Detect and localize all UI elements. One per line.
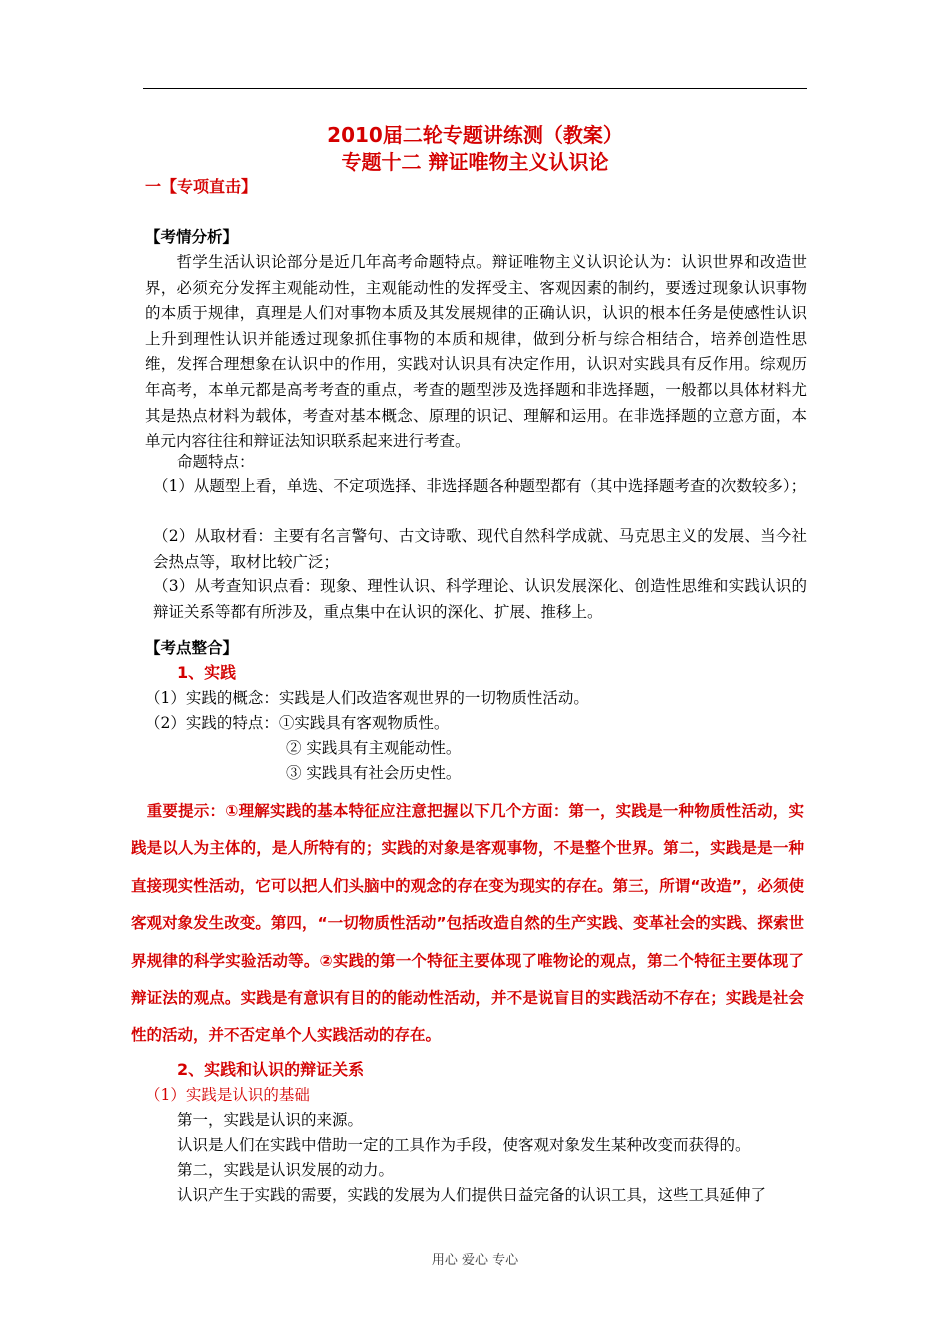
- integration-label: 【考点整合】: [145, 638, 239, 657]
- practice-trait-2: ② 实践具有主观能动性。: [286, 739, 462, 757]
- header-rule: [143, 88, 807, 89]
- item2-heading: 2、实践和认识的辩证关系: [177, 1060, 365, 1079]
- practice-trait-3: ③ 实践具有社会历史性。: [286, 764, 462, 782]
- first-point: 第一，实践是认识的来源。: [177, 1111, 364, 1129]
- second-point: 第二，实践是认识发展的动力。: [177, 1161, 395, 1179]
- feature-2: （2）从取材看：主要有名言警句、古文诗歌、现代自然科学成就、马克思主义的发展、当今社会热点等，取材比较广泛；: [153, 527, 807, 571]
- analysis-paragraph: 哲学生活认识论部分是近几年高考命题特点。辩证唯物主义认识论认为：认识世界和改造世界，必须充分发挥主观能动性，主观能动性的发挥受主、客观因素的制约，要透过现象认识事物的本质于规律，真理是人们对事物本质及其发展规律的正确认识，认识的根本任务是使感性认识上升到理性认识并能透过现象抓住事物的本质和规律，做到分析与综合相结合，培养创造性思维，发挥合理想象在认识中的作用，实践对认识具有决定作用，认识对实践具有反作用。综观历年高考，本单元都是高考考查的重点，考查的题型涉及选择题和非选择题，一般都以具体材料尤其是热点材料为载体，考查对基本概念、原理的识记、理解和运用。在非选择题的立意方面，本单元内容往往和辩证法知识联系起来进行考查。: [145, 253, 807, 451]
- practice-traits: （2）实践的特点：①实践具有客观物质性。: [145, 714, 450, 732]
- feature-3: （3）从考查知识点看：现象、理性认识、科学理论、认识发展深化、创造性思维和实践认识的辩证关系等都有所涉及，重点集中在认识的深化、扩展、推移上。: [153, 577, 807, 621]
- second-point-desc: 认识产生于实践的需要，实践的发展为人们提供日益完备的认识工具，这些工具延伸了: [177, 1186, 767, 1204]
- analysis-label: 【考情分析】: [145, 227, 239, 246]
- doc-subtitle: 专题十二 辩证唯物主义认识论: [341, 150, 609, 174]
- important-hint: 重要提示：①理解实践的基本特征应注意把握以下几个方面：第一，实践是一种物质性活动，实践是以人为主体的，是人所特有的；实践的对象是客观事物，不是整个世界。第二，实践是是一种直接现实性活动，它可以把人们头脑中的观念的存在变为现实的存在。第三，所谓“改造”，必须使客观对象发生改变。第四，“一切物质性活动”包括改造自然的生产实践、变革社会的实践、探索世界规律的科学实验活动等。②实践的第一个特征主要体现了唯物论的观点，第二个特征主要体现了辩证法的观点。实践是有意识有目的的能动性活动，并不是说盲目的实践活动不存在；实践是社会性的活动，并不否定单个人实践活动的存在。: [131, 802, 804, 1045]
- features-label: 命题特点：: [177, 453, 255, 471]
- item1-heading: 1、实践: [177, 663, 237, 682]
- doc-title: 2010届二轮专题讲练测（教案）: [327, 123, 623, 147]
- sub-heading-1: （1）实践是认识的基础: [145, 1086, 310, 1104]
- page-footer: 用心 爱心 专心: [431, 1253, 519, 1268]
- feature-1: （1）从题型上看，单选、不定项选择、非选择题各种题型都有（其中选择题考查的次数较多）；: [153, 477, 807, 495]
- section-heading: 一【专项直击】: [145, 177, 258, 196]
- practice-concept: （1）实践的概念：实践是人们改造客观世界的一切物质性活动。: [145, 689, 589, 707]
- first-point-desc: 认识是人们在实践中借助一定的工具作为手段，使客观对象发生某种改变而获得的。: [177, 1136, 751, 1154]
